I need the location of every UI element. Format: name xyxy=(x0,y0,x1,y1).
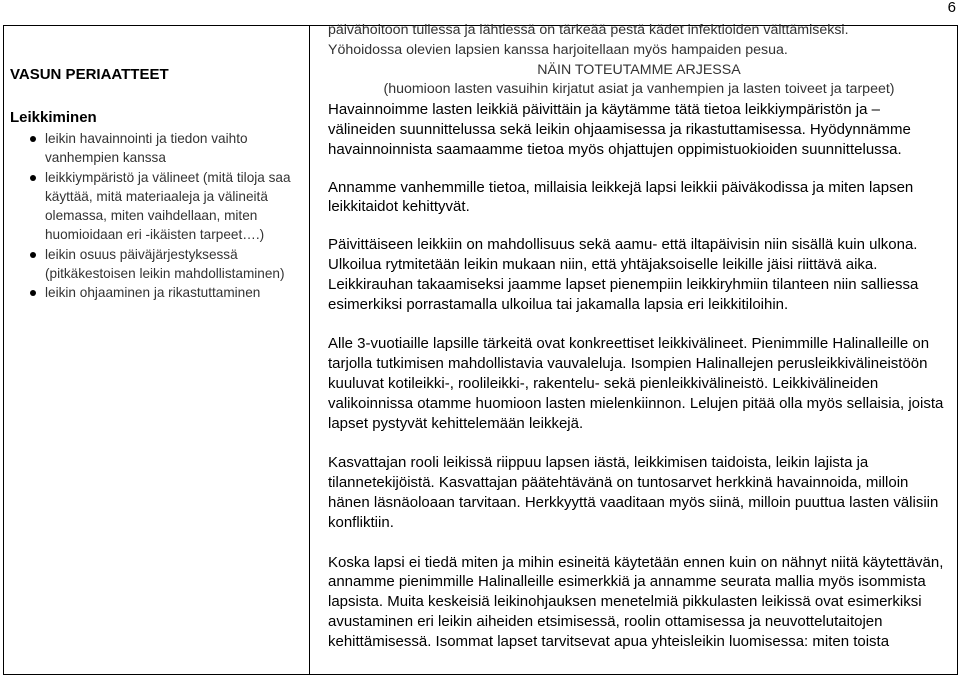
paragraph: Kasvattajan rooli leikissä riippuu lapsen iästä, leikkimisen taidoista, leikin lajista ja tilannetekijöistä. Kasvattajan päätehtävänä on tuntosarvet herkkinä havainnoida, milloin hänen läsnäoloaan tarvitaan. Herkkyyttä vaaditaan myös siinä, milloin puuttua lasten välisiin konfliktiin. xyxy=(328,454,939,531)
bullet-icon xyxy=(30,136,36,142)
bullet-icon xyxy=(30,290,36,296)
list-item: leikin osuus päiväjärjestyksessä (pitkäkestoisen leikin mahdollistaminen) xyxy=(10,245,306,284)
list-item: leikkiympäristö ja välineet (mitä tiloja saa käyttää, mitä materiaaleja ja välineitä olemassa, miten vaihdellaan, miten huomioidaan eri -ikäisten tarpeet….) xyxy=(10,168,306,245)
principles-title: VASUN PERIAATTEET xyxy=(10,66,169,83)
paragraph: Havainnoimme lasten leikkiä päivittäin ja käytämme tätä tietoa leikkiympäristön ja – välineiden suunnittelussa sekä leikin ohjaamisessa ja rikastuttamisessa. Hyödynnämme havainnoinnista saamaamme tietoa myös ohjattujen oppimistuokioiden suunnittelussa. xyxy=(328,101,911,158)
bullet-icon xyxy=(30,252,36,258)
paragraph: Koska lapsi ei tiedä miten ja mihin esineitä käytetään ennen kuin on nähnyt niitä käytettävän, annamme pienimmille Halinalleille esimerkkiä ja annamme seurata mallia myös isommista lapsista. Muita keskeisiä leikinohjauksen menetelmiä pikkulasten leikissä ovat esimerkiksi avustaminen eri leikin aiheiden etsimisessä, roolin ottamisessa ja neuvottelutaitojen kehittämisessä. Isommat lapset tarvitsevat apua yhteisleikin luomisessa: miten toista xyxy=(328,553,944,650)
bullet-icon xyxy=(30,175,36,181)
paragraph: Alle 3-vuotiaille lapsille tärkeitä ovat konkreettiset leikkivälineet. Pienimmille Halinalleille on tarjolla tutkimisen mahdollistavia vauvaleluja. Isompien Halinallejen perusleikkivälineistöön kuuluvat kotileikki-, roolileikki-, rakentelu- sekä pienleikkivälineistö. Leikkivälineiden valikoinnissa otamme huomioon lasten mielenkiinnon. Lelujen pitää olla myös sellaisia, joista lapset pystyvät kehittelemään leikkejä. xyxy=(328,335,944,432)
section-title: Leikkiminen xyxy=(10,109,97,126)
practice-heading: NÄIN TOTEUTAMME ARJESSA xyxy=(537,61,741,78)
page-number: 6 xyxy=(947,0,956,16)
list-item: leikin ohjaaminen ja rikastuttaminen xyxy=(10,283,306,302)
paragraph: Päivittäiseen leikkiin on mahdollisuus sekä aamu- että iltapäivisin niin sisällä kuin ulkona. Ulkoilua rytmitetään leikin mukaan niin, että yhtäjaksoiselle leikille jäisi riittävä aika. Leikkirauhan takaamiseksi jaamme lapset pienempiin leikkiryhmiin tilanteen niin salliessa esimerkiksi porrastamalla ulkoilua tai jakamalla lapsia eri leikkitiloihin. xyxy=(328,236,919,313)
intro-line: päivähoitoon tullessa ja lähtiessä on tärkeää pestä kädet infektioiden välttämiseksi. xyxy=(328,22,849,38)
paragraph: Annamme vanhemmille tietoa, millaisia leikkejä lapsi leikkii päiväkodissa ja miten lapsen leikkitaidot kehittyvät. xyxy=(328,178,914,216)
right-column xyxy=(328,21,950,652)
left-column xyxy=(10,64,306,303)
intro-line: Yöhoidossa olevien lapsien kanssa harjoitellaan myös hampaiden pesua. xyxy=(328,41,788,58)
column-divider xyxy=(309,25,310,675)
practice-heading-note: (huomioon lasten vasuihin kirjatut asiat ja vanhempien ja lasten toiveet ja tarpeet) xyxy=(383,81,895,98)
principles-list xyxy=(10,129,306,303)
list-item: leikin havainnointi ja tiedon vaihto vanhempien kanssa xyxy=(10,129,306,168)
